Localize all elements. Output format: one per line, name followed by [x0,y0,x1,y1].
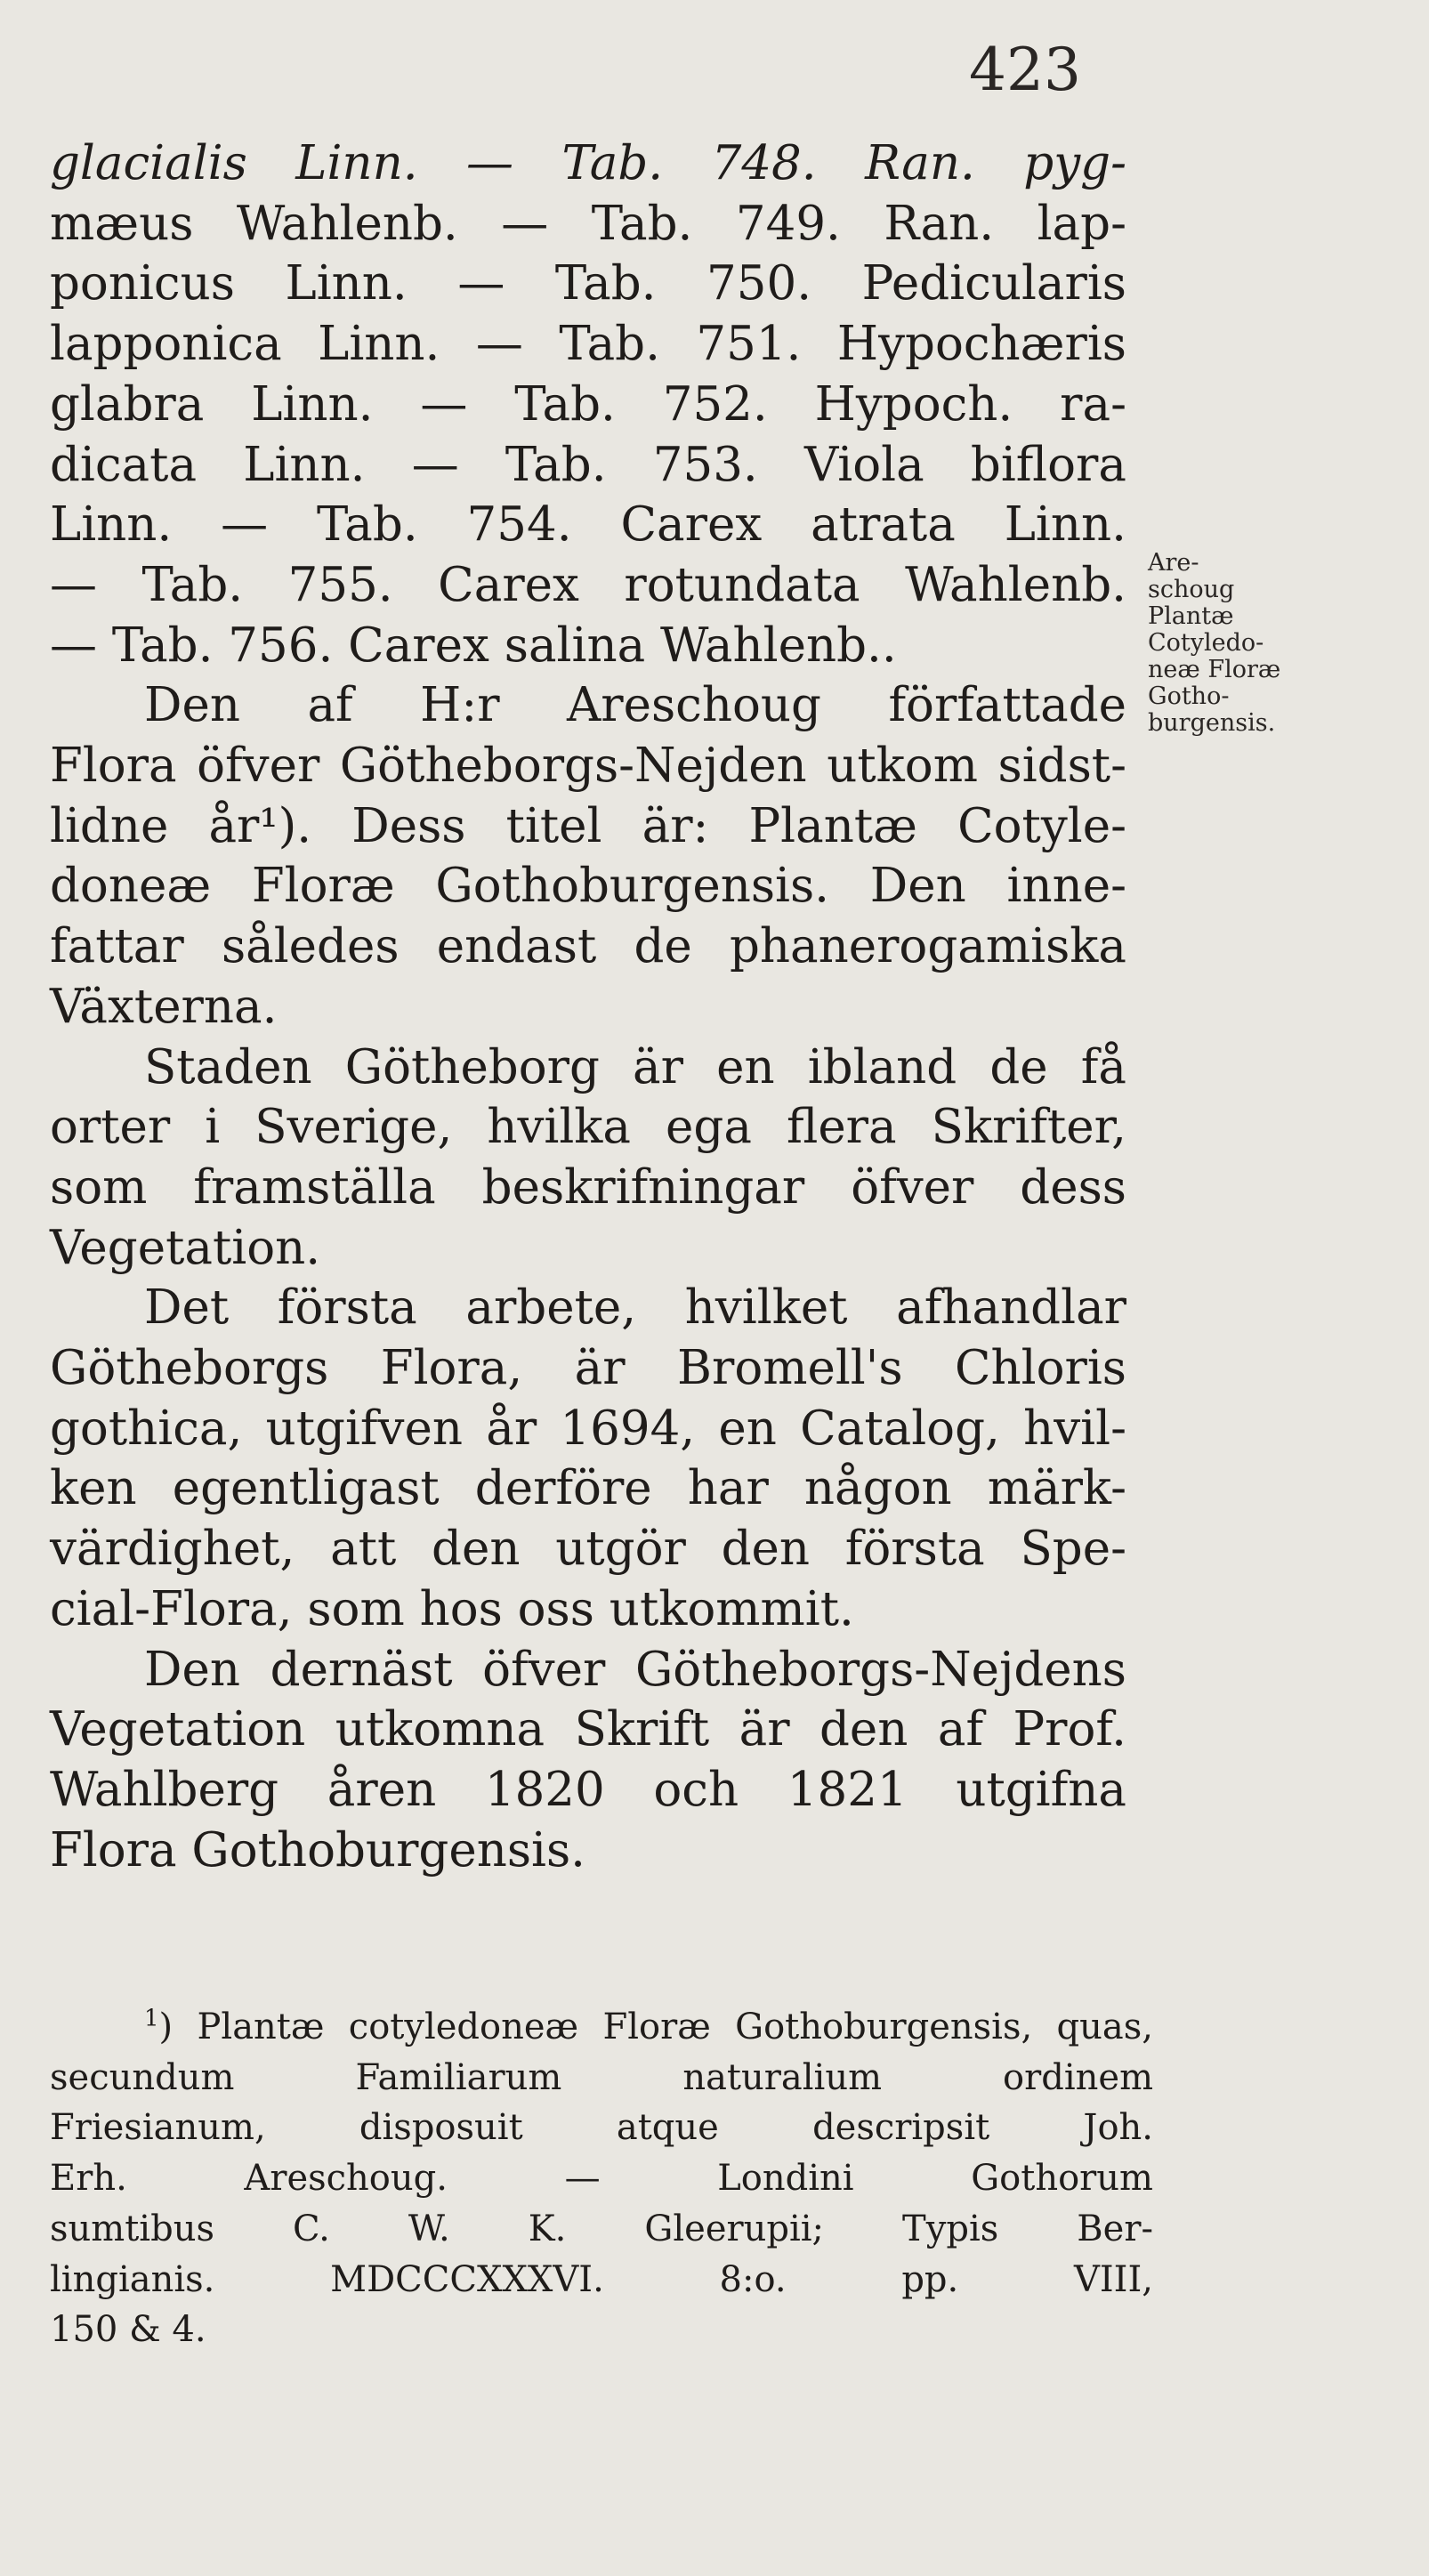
text-line: Vegetation utkomna Skrift är den af Prof. [50,1702,1126,1757]
footnote-line: 150 & 4. [50,2309,206,2351]
text-line: mæus Wahlenb. — Tab. 749. Ran. lap- [50,196,1126,251]
margin-note-line: neæ Floræ [1148,656,1281,683]
footnote-line: Erh. Areschoug. — Londini Gothorum [50,2158,1153,2200]
text-line: som framställa beskrifningar öfver dess [50,1159,1126,1215]
text-line: Wahlberg åren 1820 och 1821 utgifna [50,1762,1126,1817]
margin-note-line: Cotyledo- [1148,629,1264,657]
text-line: Det första arbete, hvilket afhandlar [144,1280,1126,1336]
text-line [50,133,1126,194]
text-line: ponicus Linn. — Tab. 750. Pedicularis [50,256,1126,311]
margin-note-line: schoug [1148,576,1235,603]
text-line: Den dernäst öfver Götheborgs-Nejdens [144,1642,1126,1697]
text-line: doneæ Floræ Gothoburgensis. Den inne- [50,859,1126,914]
text-line: dicata Linn. — Tab. 753. Viola biflora [50,437,1126,492]
footnote-line: lingianis. MDCCCXXXVI. 8:o. pp. VIII, [50,2258,1153,2300]
margin-note-line: Gotho- [1148,682,1230,710]
text-line: — Tab. 756. Carex salina Wahlenb.. [50,618,897,673]
footnote-line: sumtibus C. W. K. Gleerupii; Typis Ber- [50,2208,1153,2249]
footnote-line: $^1$) Plantæ cotyledoneæ Floræ Gothoburgensis, quas, [144,2005,1153,2047]
footnote-marker: 1 [144,2005,159,2032]
text-line: lapponica Linn. — Tab. 751. Hypochæris [50,317,1126,372]
text-line: Den af H:r Areschoug författade [144,678,1126,733]
text-line: fattar således endast de phanerogamiska [50,919,1126,974]
page-number: 423 [969,36,1081,104]
text-line: lidne år¹). Dess titel är: Plantæ Cotyle- [50,798,1126,853]
footnote-line-text: Plantæ cotyledoneæ Floræ Gothoburgensis, quas, [197,2007,1153,2047]
main-text [50,133,1126,1880]
text-line: glacialis Linn. — Tab. 748. Ran. pyg- [50,136,1126,190]
text-line: Vegetation. [50,1220,321,1275]
text-line: glabra Linn. — Tab. 752. Hypoch. ra- [50,376,1126,432]
text-line: gothica, utgifven år 1694, en Catalog, hvil- [50,1401,1126,1456]
text-line: ken egentligast derföre har någon märk- [50,1461,1126,1516]
text-line: Staden Götheborg är en ibland de få [144,1039,1126,1094]
text-line: — Tab. 755. Carex rotundata Wahlenb. [50,557,1126,612]
text-line: Linn. — Tab. 754. Carex atrata Linn. [50,497,1126,553]
text-line: Flora Gothoburgensis. [50,1822,586,1877]
margin-note-line: Are- [1148,549,1199,577]
footnote-line: secundum Familiarum naturalium ordinem [50,2056,1153,2098]
text-line: Götheborgs Flora, är Bromell's Chloris [50,1341,1126,1396]
text-line: värdighet, att den utgör den första Spe- [50,1522,1126,1577]
text-line: Flora öfver Götheborgs-Nejden utkom sidst- [50,739,1126,794]
footnote-line: Friesianum, disposuit atque descripsit Joh. [50,2107,1153,2149]
margin-note-line: Plantæ [1148,602,1234,630]
text-line: Växterna. [50,979,278,1034]
margin-note [1148,550,1415,737]
footnote [50,2002,1153,2355]
text-line: orter i Sverige, hvilka ega flera Skrifter, [50,1100,1126,1155]
text-line: cial-Flora, som hos oss utkommit. [50,1581,854,1636]
margin-note-line: burgensis. [1148,709,1276,737]
